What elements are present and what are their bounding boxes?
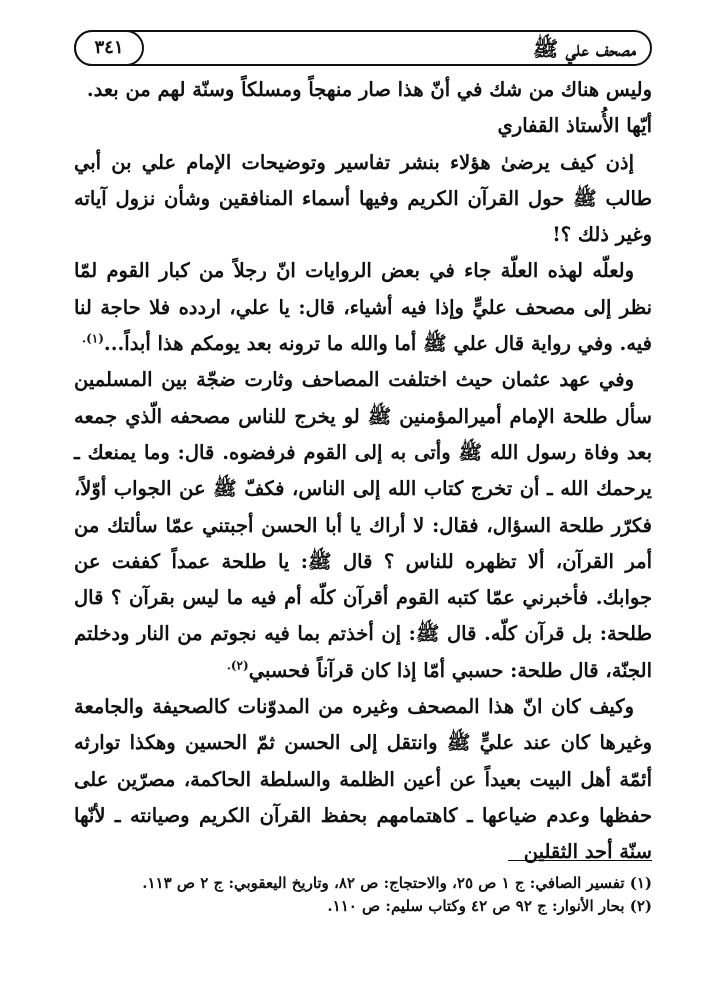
main-text (74, 72, 652, 871)
footnotes (74, 872, 652, 918)
footnote-ref-2[interactable]: (٢). (226, 658, 249, 673)
paragraph-2 (74, 145, 652, 254)
paragraph-4 (74, 362, 652, 689)
section-heading-text: أيّها الأُستاذ القفاري (497, 114, 652, 138)
header-title: مصحف علي ﷺ (532, 36, 636, 61)
paragraph-5-text: وكيف كان انّ هذا المصحف وغيره من المدوّنات كالصحيفة والجامعة وغيرها كان عند عليٍّ ﷺ وانتقل إلى الحسن ثمّ الحسين وهكذا توارثه أئمّة أهل البيت بعيداً عن أعين الظلمة والسلطة الحاكمة، مصرّين على حفظها وعدم ضياعها ـ كاهتمامهم بحفظ القرآن الكريم وصيانته ـ لأنّها سنّة أحد الثقلين (74, 695, 652, 864)
footnote-ref-1[interactable]: (١). (81, 331, 104, 346)
footnote-1: (١) تفسير الصافي: ج ١ ص ٢٥، والاحتجاج: ص ٨٢، وتاريخ اليعقوبي: ج ٢ ص ١١٣. (142, 874, 652, 892)
paragraph-5 (74, 689, 652, 870)
page-number: ٣٤١ (74, 30, 144, 66)
paragraph-3-text: ولعلّه لهذه العلّة جاء في بعض الروايات انّ رجلاً من كبار القوم لمّا نظر إلى مصحف عليٍّ وإذا فيه أشياء، قال: يا علي، اردده فلا حاجة لنا فيه. وفي رواية قال علي ﷺ أما والله ما ترونه بعد يومكم هذا أبداً... (74, 259, 652, 356)
section-heading (74, 108, 652, 144)
paragraph-4-text: وفي عهد عثمان حيث اختلفت المصاحف وثارت ضجّة بين المسلمين سأل طلحة الإمام أميرالمؤمنين ﷺ لو يخرج للناس مصحفه الّذي جمعه بعد وفاة رسول الله ﷺ وأتى به إلى القوم فرفضوه. قال: وما يمنعك ـ يرحمك الله ـ أن تخرج كتاب الله إلى الناس، فكفّ ﷺ عن الجواب أوّلاً، فكرّر طلحة السؤال، فقال: لا أراك يا أبا الحسن أجبتني عمّا سألتك من أمر القرآن، ألا تظهره للناس ؟ قال ﷺ: يا طلحة عمداً كففت عن جوابك. فأخبرني عمّا كتبه القوم أقرآن كلّه أم فيه ما ليس بقرآن ؟ قال طلحة: بل قرآن كلّه. قال ﷺ: إن أخذتم بما فيه نجوتم من النار ودخلتم الجنّة، قال طلحة: حسبي أمّا إذا كان قرآناً فحسبي (74, 368, 652, 682)
paragraph-1-text: وليس هناك من شك في أنّ هذا صار منهجاً ومسلكاً وسنّة لهم من بعد. (86, 78, 652, 101)
paragraph-3 (74, 253, 652, 362)
footnote-2: (٢) بحار الأنوار: ج ٩٢ ص ٤٢ وكتاب سليم: ص ١١٠. (327, 897, 652, 915)
running-header (74, 30, 652, 66)
paragraph-1 (74, 72, 652, 108)
paragraph-2-text: إذن كيف يرضىٰ هؤلاء بنشر تفاسير وتوضيحات الإمام علي بن أبي طالب ﷺ حول القرآن الكريم وفيها أسماء المنافقين وشأن نزول آياته وغير ذلك ؟! (74, 150, 652, 247)
footnote-divider (508, 860, 652, 861)
